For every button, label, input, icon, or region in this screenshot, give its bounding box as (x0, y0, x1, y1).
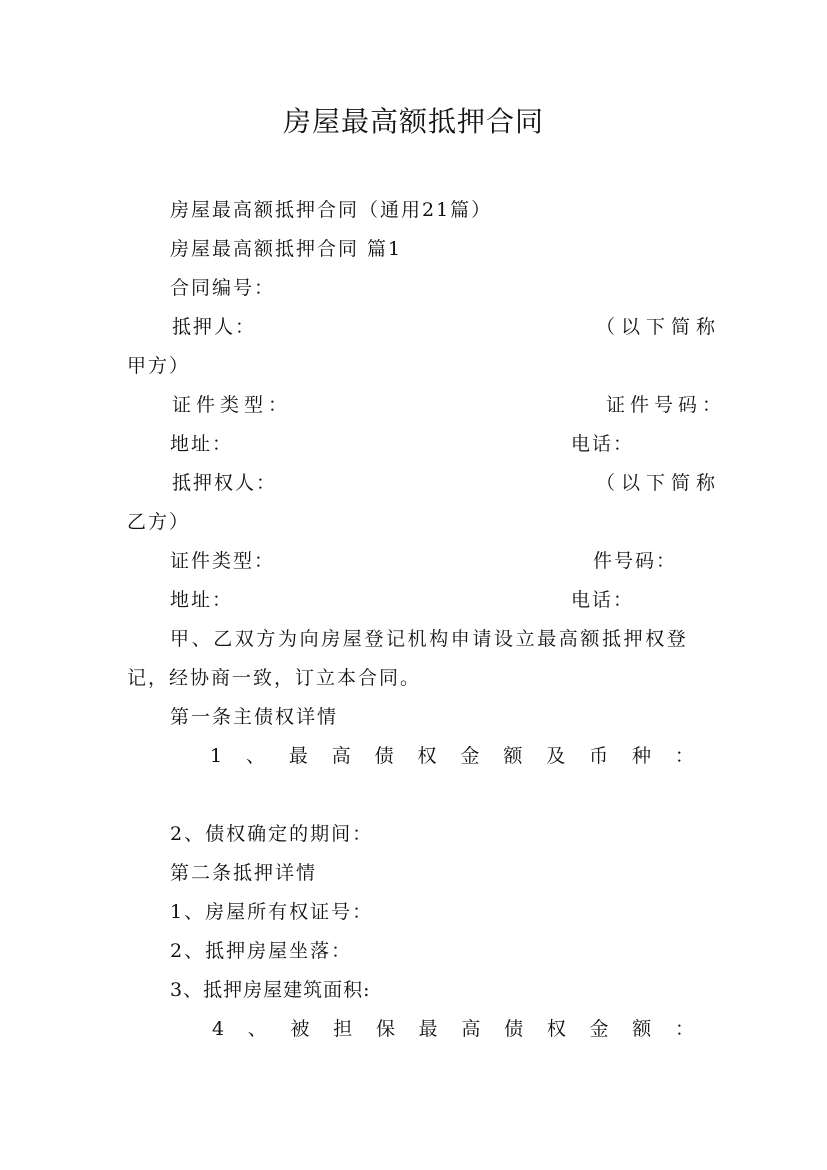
mortgagee-abbrev-start: （以下简称 (596, 472, 722, 494)
id-type-field-1: 证件类型： (172, 394, 293, 416)
item-1-1-char: 1 (210, 745, 223, 767)
intro-paragraph-line-1: 甲、乙双方为向房屋登记机构申请设立最高额抵押权登 (170, 628, 689, 650)
item-1-1-char: 币 (589, 745, 609, 767)
item-2-4-char: 、 (247, 1018, 267, 1040)
document-subtitle: 房屋最高额抵押合同（通用21篇） (170, 199, 493, 221)
item-1-1-char: 债 (374, 745, 394, 767)
item-1-1-char: 权 (417, 745, 437, 767)
phone-field-2: 电话： (571, 589, 635, 611)
item-1-1-char: 金 (460, 745, 480, 767)
mortgagor-abbrev-end: 甲方） (127, 355, 191, 377)
item-1-1-char: 及 (546, 745, 566, 767)
item-2-4-char: 金 (589, 1018, 609, 1040)
mortgagor-label: 抵押人： (172, 316, 257, 338)
section-2-heading: 第二条抵押详情 (170, 862, 318, 884)
item-2-4-char: 担 (333, 1018, 353, 1040)
item-2-4-char: 债 (504, 1018, 524, 1040)
item-2-3-floor-area: 3、抵押房屋建筑面积: (170, 979, 371, 1001)
item-1-1-char: 最 (288, 745, 308, 767)
item-2-4-char: 最 (418, 1018, 438, 1040)
item-2-2-location: 2、抵押房屋坐落： (170, 940, 353, 962)
item-2-4-char: 额 (632, 1018, 652, 1040)
item-1-1-char: 种 (631, 745, 651, 767)
item-2-4-char: 4 (212, 1018, 225, 1040)
id-type-field-2: 证件类型： (170, 550, 276, 572)
address-field-1: 地址： (170, 433, 234, 455)
id-number-field-2: 件号码： (593, 550, 678, 572)
phone-field-1: 电话： (571, 433, 635, 455)
mortgagee-label: 抵押权人： (172, 472, 278, 494)
document-title: 房屋最高额抵押合同 (282, 105, 544, 138)
article-heading: 房屋最高额抵押合同 篇1 (170, 238, 403, 260)
item-1-1-char: 、 (245, 745, 265, 767)
item-2-4-secured-amount (212, 1015, 694, 1043)
mortgagee-abbrev-end: 乙方） (127, 511, 191, 533)
intro-paragraph-line-2: 记，经协商一致，订立本合同。 (127, 667, 422, 689)
item-2-4-char: 权 (546, 1018, 566, 1040)
address-field-2: 地址： (170, 589, 234, 611)
id-number-field-1: 证件号码： (606, 394, 727, 416)
mortgagor-abbrev-start: （以下简称 (596, 316, 722, 338)
contract-number-field: 合同编号： (170, 277, 276, 299)
item-1-1-char: ： (674, 745, 694, 767)
item-1-2-debt-period: 2、债权确定的期间： (170, 823, 374, 845)
item-2-4-char: 高 (461, 1018, 481, 1040)
item-2-4-char: 被 (290, 1018, 310, 1040)
item-2-4-char: ： (674, 1018, 694, 1040)
item-1-1-char: 高 (331, 745, 351, 767)
item-2-1-certificate-no: 1、房屋所有权证号： (170, 901, 374, 923)
item-1-1-char: 额 (503, 745, 523, 767)
section-1-heading: 第一条主债权详情 (170, 706, 339, 728)
item-2-4-char: 保 (375, 1018, 395, 1040)
item-1-1-max-amount (210, 742, 694, 770)
